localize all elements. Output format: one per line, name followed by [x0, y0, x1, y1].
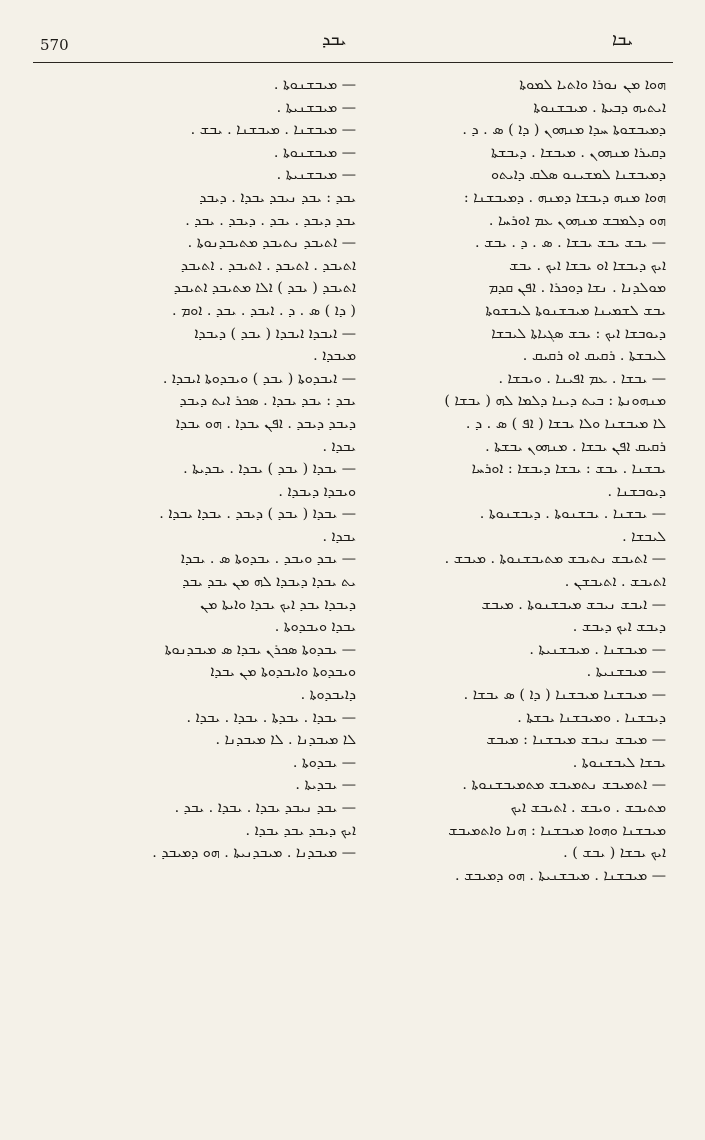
right-column-line: ܐܬܝܒܫ . ܐܬܝܒܫܢ . [564, 574, 666, 591]
left-column-line: — ܐܬܝܒܕ ܢܬܝܒܕ ܡܬܝܒܕܢܘܬܐ . [187, 235, 356, 252]
left-column-line: ܝܒܕܐ ܘܝܒܕܘܬܐ . [274, 619, 356, 636]
page-number: 570 [40, 36, 69, 54]
right-column-line: ܕܝܒܫ ܐܝܟ ܕܝܒܫ . [572, 619, 666, 636]
right-column-line: — ܐܝܒܫ ܢܝܒܫ ܡܝܒܫܢܘܬܐ . ܡܝܒܫ [481, 596, 666, 613]
right-column-line: — ܐܬܝܒܫ ܢܬܝܒܫ ܡܬܝܒܫܢܘܬܐ . ܡܝܒܫ . [444, 551, 666, 568]
left-column-line: — ܡܝܒܫܢܘܬܐ . [273, 77, 356, 93]
left-column-line: ܐܝܟ ܕܝܒܕ ܝܒܕ ܝܒܕܐ . [245, 822, 356, 839]
left-column-line: — ܡܝܒܫܢܝܬܐ . [276, 99, 356, 116]
header-rule [33, 62, 673, 63]
left-column-line: — ܝܒܕ ܘܝܒܕ . ܝܒܕܘܬܐ ܣ . ܝܒܕܐ [180, 551, 356, 568]
left-column-line: ܘܝܒܕܘܬܐ ܘܐܝܒܕܘܬܐ ܡܢ ܝܒܕܐ [210, 664, 356, 681]
left-column-line: ܝܒܕ : ܝܒܕ ܝܒܕܐ . ܣܟܪ ܐܝܬ ܕܝܒܕ [179, 393, 356, 410]
left-column-line: — ܝܒܕܘܬܐ . [292, 754, 356, 771]
right-column-line: ܕܡܝܒܫܢܐ ܠܡܫܝܢܘ ܣܠܩ ܕܐܝܬܘ [491, 167, 666, 184]
right-column-line: ܕܡܝܒܫܘܬܐ ܚܕܐ ܡܢܗܘܢ ( ܕܐ ) ܣ . ܕ . [462, 122, 666, 139]
right-column-line: ܠܝܒܫܐ . [622, 528, 666, 545]
right-column-line: ܝܒܫ ܠܫܡܝܢܐ ܡܝܒܫܢܘܬܐ ܠܝܒܫܘܬܐ [485, 302, 666, 319]
left-column-line: ܝܬ ܝܒܕܐ ܕܝܒܕܐ ܠܗ ܡܢ ܝܒܕ ܝܒܕ [182, 574, 356, 591]
left-column-line: ܝܒܕ ܕܝܒܕ . ܝܒܕ . ܕܝܒܕ . ܝܒܕ . [185, 212, 356, 229]
right-column-line: ܝܒܫܐ ܠܝܒܫܢܘܬܐ . [572, 754, 666, 771]
running-head-center: ܝܒܕ [322, 30, 347, 50]
right-column-line: ܝܒܫܢܐ . ܝܒܫ : ܝܒܫܐ ܕܝܒܫܐ : ܐܘܪܚܐ [471, 461, 666, 478]
left-column-line: — ܡܝܒܫܢܘܬܐ . [273, 144, 356, 161]
left-column-line: ܕܐܝܒܕܘܬܐ . [300, 687, 356, 704]
right-column-line: — ܡܝܒܫܢܐ . ܡܝܒܫܢܝܬܐ . [529, 641, 666, 658]
right-column-line: ܗܘܐ ܡܢܗ ܕܝܒܫܐ ܕܡܢܗ . ܕܡܝܒܫܢܐ : [463, 189, 666, 206]
left-column [98, 74, 356, 1104]
right-column-line: — ܡܝܒܫܢܐ . ܡܝܒܫܢܝܬܐ . ܗܘ ܕܡܝܒܫ . [455, 867, 666, 884]
right-column-line: ܪܩܝܩ ܐܦܢ ܝܒܫܐ . ܡܢܗܘܢ ܝܒܫܬܐ . [485, 438, 666, 455]
right-column-line: ܐܝܟ ܝܒܫܐ ( ܝܒܫ ) . [563, 845, 666, 862]
left-column-line: ܠܐ ܡܝܒܕܢܐ . ܠܐ ܡܝܒܕܢܐ . [215, 732, 356, 749]
right-column-line: ܠܐ ܡܝܒܫܢܐ ܘܠܐ ܝܒܫܐ ( ܐܦ ) ܣ . ܕ . [465, 415, 666, 432]
left-column-line: — ܝܒܕܐ ( ܝܒܕ ) ܝܒܕܐ . ܝܒܕܝܬܐ . [183, 461, 356, 478]
right-column-line: ܐܝܬܝܗ ܕܒܝܬܐ . ܡܝܒܫܢܘܬܐ [533, 99, 666, 116]
right-column-line: ܡܢܗܘܢܬܐ : ܒܝܬ ܕܝܢܐ ܕܠܡܐ ܠܗ ( ܝܒܫܐ ) [444, 393, 666, 410]
right-column-line: ܡܬܝܒܫ . ܘܝܒܫ . ܐܬܝܒܫ ܐܝܟ [510, 800, 666, 816]
right-column [363, 74, 666, 1104]
left-column-line: ܡܝܒܕܐ . [313, 348, 356, 365]
right-column-line: ܡܝܒܫܢܐ ܘܗܘܐ ܡܝܒܫܢܐ : ܗܢܐ ܘܐܬܡܝܒܫ [448, 822, 666, 839]
right-column-line: ܐܝܟ ܕܝܒܫܐ ܐܘ ܝܒܫܐ ܐܝܟ . ܝܒܫ [509, 257, 666, 274]
left-column-line: — ܝܒܕ ܢܝܒܕ ܝܒܕܐ . ܝܒܕܐ . ܝܒܕ . [174, 800, 356, 816]
right-column-line: ܕܝܘܒܫܢܐ . [607, 483, 666, 500]
right-column-line: ܠܝܒܫܬܐ . ܪܩܝܩ ܐܘ ܪܩܝܩ . [522, 348, 666, 365]
left-column-line: ܘܝܒܕܐ ܕܝܒܕܐ . [278, 483, 356, 500]
left-column-line: ܐܬܝܒܕ . ܐܬܝܒܕ . ܐܬܝܒܕ . ܐܬܝܒܕ [180, 257, 356, 274]
left-column-line: ( ܕܐ ) ܣ . ܕ . ܐܝܒܕ . ܝܒܕ . ܐܘܡ . [171, 302, 356, 319]
right-column-line: — ܐܬܡܝܒܫ ܢܬܡܝܒܫ ܡܬܡܝܒܫܢܘܬܐ . [462, 777, 666, 794]
left-column-line: — ܐܝܒܕܘܬܐ ( ܝܒܕ ) ܘܝܒܕܘܬܐ ܐܝܒܕܐ . [162, 370, 356, 387]
left-column-line: — ܝܒܕܐ ( ܝܒܕ ) ܕܝܒܕ . ܝܒܕܐ ܝܒܕܐ . [159, 506, 356, 523]
left-column-line: — ܡܝܒܫܢܝܬܐ . [276, 167, 356, 184]
left-column-line: — ܐܝܒܕܐ ܐܝܒܕܐ ( ܝܒܕ ) ܕܝܒܕܐ [194, 325, 356, 342]
right-column-line: ܗܘ ܕܠܡܒܫ ܡܢܗܘܢ ܥܡ ܐܘܪܚܐ . [488, 212, 666, 229]
left-column-line: — ܝܒܕܐ . ܝܒܕܬܐ . ܝܒܕܐ . ܝܒܕܐ . [186, 709, 356, 726]
right-column-line: — ܝܒܫܢܐ . ܝܒܫܢܘܬܐ . ܕܝܒܫܢܘܬܐ . [479, 506, 666, 523]
left-column-line: — ܝܒܕܝܬܐ . [295, 777, 356, 794]
right-column-line: ܕܩܝܪܐ ܡܢܗܘܢ . ܡܝܒܫܐ . ܕܝܒܫܬܐ [491, 144, 666, 161]
left-column-line: — ܡܝܒܫܢܐ . ܡܝܒܫܢܐ . ܝܒܫ . [190, 122, 356, 139]
right-column-line: — ܡܝܒܫܢܐ ܡܝܒܫܢܐ ( ܕܐ ) ܣ ܝܒܫܐ . [463, 687, 666, 704]
left-column-line: — ܝܒܕܘܬܐ ܣܟܪܢ ܝܒܕܐ ܣ ܡܝܒܕܢܘܬܐ [164, 641, 356, 658]
left-column-line: ܝܒܕ : ܝܒܕ ܢܝܒܕ ܝܒܕܐ . ܕܝܒܕ [199, 189, 356, 206]
right-column-line: — ܡܝܒܫܢܝܬܐ . [586, 664, 666, 681]
right-column-line: ܗܘܐ ܡܢ ܢܘܪܐ ܘܐܬܝܐ ܠܡܘܬܐ [519, 77, 666, 93]
right-column-line: — ܡܝܒܫ ܢܝܒܫ ܡܝܒܫܢܐ : ܡܝܒܫ [486, 732, 666, 749]
left-column-line: ܕܝܒܕܐ ܝܒܕ ܐܝܟ ܝܒܕܐ ܘܐܝܬܐ ܡܢ [200, 596, 356, 613]
left-column-line: ܝܒܕܐ . [322, 438, 356, 455]
right-column-line: — ܝܒܫ ܝܒܫ ܝܒܫܐ . ܣ . ܕ . ܝܒܫ . [475, 235, 666, 252]
left-column-line: ܐܬܝܒܕ ( ܝܒܕ ) ܐܠܐ ܡܬܝܒܕ ܐܬܝܒܕ [173, 280, 356, 297]
left-column-line: ܕܝܒܕ ܕܝܒܕ . ܐܦܢ ܝܒܕܐ . ܗܘ ܝܒܕܐ [175, 415, 356, 432]
right-column-line: — ܝܒܫܐ . ܥܡ ܐܦܝܢܐ . ܘܝܒܫܐ . [498, 370, 666, 387]
right-column-line: ܡܘܠܕܢܐ . ܢܫܐ ܕܘܟܪܐ . ܐܦܢ ܩܕܡ [488, 280, 666, 297]
left-column-line: ܝܒܕܐ . [322, 528, 356, 545]
right-column-line: ܕܝܒܫܢܐ . ܘܡܝܒܫܢܐ ܝܒܫܬܐ . [517, 709, 666, 726]
right-column-line: ܕܝܘܒܫܐ ܐܝܟ : ܝܒܫ ܣܓܝܐܬܐ ܠܝܒܫܐ [491, 325, 666, 342]
left-column-line: — ܡܝܒܕܢܐ . ܡܝܒܕܢܝܬܐ . ܗܘ ܕܡܝܒܕ . [152, 845, 356, 862]
running-head-right: ܝܒܐ [612, 30, 634, 50]
